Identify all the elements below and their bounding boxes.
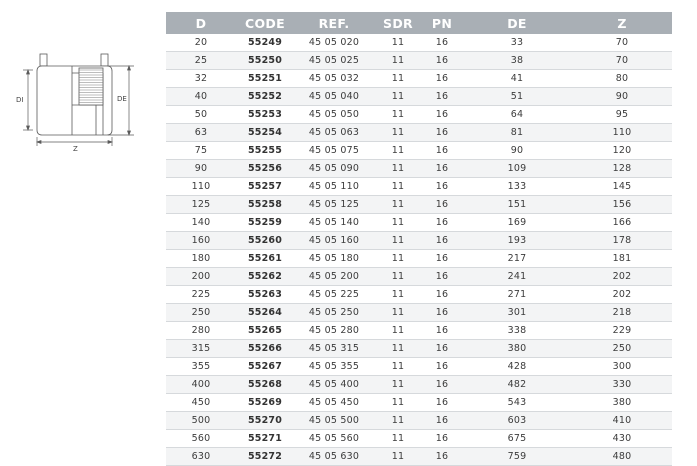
table-row	[166, 160, 672, 178]
cell-code: 55258	[236, 196, 294, 214]
table-row	[166, 304, 672, 322]
cell-d: 50	[166, 106, 236, 124]
cell-d: 125	[166, 196, 236, 214]
table-header-row	[166, 12, 672, 34]
cell-z: 80	[572, 70, 672, 88]
cell-z: 300	[572, 358, 672, 376]
table-row	[166, 322, 672, 340]
cell-d: 40	[166, 88, 236, 106]
cell-d: 450	[166, 394, 236, 412]
cell-code: 55251	[236, 70, 294, 88]
cell-z: 95	[572, 106, 672, 124]
table-row	[166, 286, 672, 304]
cell-code: 55255	[236, 142, 294, 160]
table-row	[166, 430, 672, 448]
cell-sdr: 11	[374, 106, 422, 124]
cell-pn: 16	[422, 178, 462, 196]
cell-sdr: 11	[374, 34, 422, 52]
cell-ref: 45 05 110	[294, 178, 374, 196]
cell-sdr: 11	[374, 358, 422, 376]
cell-de: 133	[462, 178, 572, 196]
cell-de: 759	[462, 448, 572, 466]
cell-ref: 45 05 063	[294, 124, 374, 142]
cell-sdr: 11	[374, 286, 422, 304]
cell-z: 156	[572, 196, 672, 214]
cell-pn: 16	[422, 340, 462, 358]
cell-pn: 16	[422, 70, 462, 88]
cell-sdr: 11	[374, 448, 422, 466]
cell-pn: 16	[422, 322, 462, 340]
cell-pn: 16	[422, 88, 462, 106]
cell-code: 55260	[236, 232, 294, 250]
cell-ref: 45 05 315	[294, 340, 374, 358]
cell-pn: 16	[422, 52, 462, 70]
table-row	[166, 268, 672, 286]
dimensions-table	[166, 12, 672, 466]
cell-pn: 16	[422, 376, 462, 394]
header-sdr: SDR	[374, 12, 422, 34]
cell-d: 200	[166, 268, 236, 286]
cell-de: 33	[462, 34, 572, 52]
cell-pn: 16	[422, 232, 462, 250]
cell-d: 110	[166, 178, 236, 196]
cell-sdr: 11	[374, 88, 422, 106]
cell-pn: 16	[422, 214, 462, 232]
table-row	[166, 250, 672, 268]
cell-pn: 16	[422, 250, 462, 268]
cell-z: 70	[572, 52, 672, 70]
table-row	[166, 448, 672, 466]
cell-z: 410	[572, 412, 672, 430]
cell-z: 70	[572, 34, 672, 52]
cell-pn: 16	[422, 34, 462, 52]
cell-z: 178	[572, 232, 672, 250]
cell-sdr: 11	[374, 430, 422, 448]
cell-d: 90	[166, 160, 236, 178]
cell-d: 63	[166, 124, 236, 142]
cell-sdr: 11	[374, 160, 422, 178]
cell-pn: 16	[422, 106, 462, 124]
de-label: DE	[117, 95, 127, 103]
cell-ref: 45 05 025	[294, 52, 374, 70]
cell-de: 51	[462, 88, 572, 106]
cell-code: 55268	[236, 376, 294, 394]
header-pn: PN	[422, 12, 462, 34]
cell-sdr: 11	[374, 394, 422, 412]
cell-code: 55264	[236, 304, 294, 322]
cell-d: 315	[166, 340, 236, 358]
table-row	[166, 232, 672, 250]
cell-code: 55270	[236, 412, 294, 430]
cell-de: 217	[462, 250, 572, 268]
cell-pn: 16	[422, 160, 462, 178]
table-row	[166, 394, 672, 412]
cell-de: 482	[462, 376, 572, 394]
table-row	[166, 70, 672, 88]
cell-ref: 45 05 630	[294, 448, 374, 466]
cell-pn: 16	[422, 304, 462, 322]
cell-code: 55252	[236, 88, 294, 106]
cell-z: 128	[572, 160, 672, 178]
table-row	[166, 52, 672, 70]
cell-ref: 45 05 125	[294, 196, 374, 214]
cell-code: 55257	[236, 178, 294, 196]
cell-ref: 45 05 040	[294, 88, 374, 106]
di-dimension	[23, 70, 33, 130]
cell-de: 301	[462, 304, 572, 322]
cell-z: 480	[572, 448, 672, 466]
cell-sdr: 11	[374, 412, 422, 430]
cell-code: 55266	[236, 340, 294, 358]
cell-de: 428	[462, 358, 572, 376]
cell-z: 120	[572, 142, 672, 160]
table-row	[166, 358, 672, 376]
cell-code: 55267	[236, 358, 294, 376]
cell-code: 55272	[236, 448, 294, 466]
cell-pn: 16	[422, 394, 462, 412]
cell-code: 55263	[236, 286, 294, 304]
cell-d: 75	[166, 142, 236, 160]
cell-sdr: 11	[374, 250, 422, 268]
cell-z: 166	[572, 214, 672, 232]
cell-d: 500	[166, 412, 236, 430]
cell-sdr: 11	[374, 52, 422, 70]
cell-code: 55250	[236, 52, 294, 70]
table-row	[166, 106, 672, 124]
cell-pn: 16	[422, 124, 462, 142]
cell-sdr: 11	[374, 142, 422, 160]
cell-d: 630	[166, 448, 236, 466]
cell-pn: 16	[422, 286, 462, 304]
cell-de: 41	[462, 70, 572, 88]
cell-ref: 45 05 225	[294, 286, 374, 304]
header-z: Z	[572, 12, 672, 34]
cell-de: 241	[462, 268, 572, 286]
cell-sdr: 11	[374, 196, 422, 214]
cell-ref: 45 05 050	[294, 106, 374, 124]
cell-sdr: 11	[374, 124, 422, 142]
cell-z: 90	[572, 88, 672, 106]
terminal-pin-left	[40, 54, 47, 66]
cell-ref: 45 05 280	[294, 322, 374, 340]
cell-z: 229	[572, 322, 672, 340]
cell-code: 55253	[236, 106, 294, 124]
cell-ref: 45 05 200	[294, 268, 374, 286]
cell-de: 90	[462, 142, 572, 160]
cell-code: 55271	[236, 430, 294, 448]
cell-d: 250	[166, 304, 236, 322]
header-code: CODE	[236, 12, 294, 34]
z-label: Z	[73, 145, 78, 153]
cell-de: 81	[462, 124, 572, 142]
table-row	[166, 142, 672, 160]
table-row	[166, 340, 672, 358]
table-row	[166, 88, 672, 106]
cell-d: 180	[166, 250, 236, 268]
cell-code: 55269	[236, 394, 294, 412]
cell-pn: 16	[422, 142, 462, 160]
cell-ref: 45 05 090	[294, 160, 374, 178]
cell-de: 151	[462, 196, 572, 214]
cell-sdr: 11	[374, 214, 422, 232]
cell-d: 140	[166, 214, 236, 232]
cell-sdr: 11	[374, 376, 422, 394]
table-body	[166, 34, 672, 466]
cell-ref: 45 05 355	[294, 358, 374, 376]
cell-code: 55261	[236, 250, 294, 268]
cell-d: 160	[166, 232, 236, 250]
cell-d: 400	[166, 376, 236, 394]
terminal-pin-right	[101, 54, 108, 66]
cell-ref: 45 05 180	[294, 250, 374, 268]
cell-d: 355	[166, 358, 236, 376]
table-row	[166, 214, 672, 232]
cell-ref: 45 05 160	[294, 232, 374, 250]
table-row	[166, 34, 672, 52]
cell-ref: 45 05 020	[294, 34, 374, 52]
cell-sdr: 11	[374, 304, 422, 322]
table-row	[166, 124, 672, 142]
cell-ref: 45 05 250	[294, 304, 374, 322]
cell-d: 25	[166, 52, 236, 70]
cell-z: 380	[572, 394, 672, 412]
cell-z: 330	[572, 376, 672, 394]
cell-de: 109	[462, 160, 572, 178]
header-ref: REF.	[294, 12, 374, 34]
cell-d: 280	[166, 322, 236, 340]
cell-z: 202	[572, 286, 672, 304]
cell-z: 250	[572, 340, 672, 358]
table-row	[166, 412, 672, 430]
table-row	[166, 196, 672, 214]
cell-code: 55254	[236, 124, 294, 142]
cell-de: 603	[462, 412, 572, 430]
cell-code: 55256	[236, 160, 294, 178]
cell-d: 32	[166, 70, 236, 88]
cell-de: 64	[462, 106, 572, 124]
cell-pn: 16	[422, 358, 462, 376]
cell-z: 181	[572, 250, 672, 268]
header-de: DE	[462, 12, 572, 34]
cell-ref: 45 05 075	[294, 142, 374, 160]
di-label: DI	[16, 96, 24, 104]
cell-sdr: 11	[374, 70, 422, 88]
cell-d: 20	[166, 34, 236, 52]
cell-ref: 45 05 560	[294, 430, 374, 448]
cell-ref: 45 05 500	[294, 412, 374, 430]
cell-z: 202	[572, 268, 672, 286]
cell-sdr: 11	[374, 268, 422, 286]
cell-pn: 16	[422, 430, 462, 448]
cell-ref: 45 05 140	[294, 214, 374, 232]
cell-pn: 16	[422, 412, 462, 430]
cell-sdr: 11	[374, 340, 422, 358]
cell-de: 338	[462, 322, 572, 340]
cell-z: 430	[572, 430, 672, 448]
cell-code: 55249	[236, 34, 294, 52]
cell-ref: 45 05 450	[294, 394, 374, 412]
cell-de: 193	[462, 232, 572, 250]
cell-de: 380	[462, 340, 572, 358]
cell-de: 675	[462, 430, 572, 448]
coupler-diagram	[0, 0, 160, 170]
cell-code: 55265	[236, 322, 294, 340]
cell-sdr: 11	[374, 322, 422, 340]
cell-sdr: 11	[374, 232, 422, 250]
cell-z: 145	[572, 178, 672, 196]
cell-d: 560	[166, 430, 236, 448]
cell-de: 271	[462, 286, 572, 304]
cell-pn: 16	[422, 268, 462, 286]
cell-pn: 16	[422, 196, 462, 214]
cell-de: 169	[462, 214, 572, 232]
cell-de: 543	[462, 394, 572, 412]
cell-de: 38	[462, 52, 572, 70]
table-row	[166, 376, 672, 394]
cell-ref: 45 05 032	[294, 70, 374, 88]
cell-ref: 45 05 400	[294, 376, 374, 394]
cell-code: 55262	[236, 268, 294, 286]
cell-pn: 16	[422, 448, 462, 466]
cell-d: 225	[166, 286, 236, 304]
cell-z: 110	[572, 124, 672, 142]
cell-z: 218	[572, 304, 672, 322]
cell-sdr: 11	[374, 178, 422, 196]
table-row	[166, 178, 672, 196]
header-d: D	[166, 12, 236, 34]
cell-code: 55259	[236, 214, 294, 232]
